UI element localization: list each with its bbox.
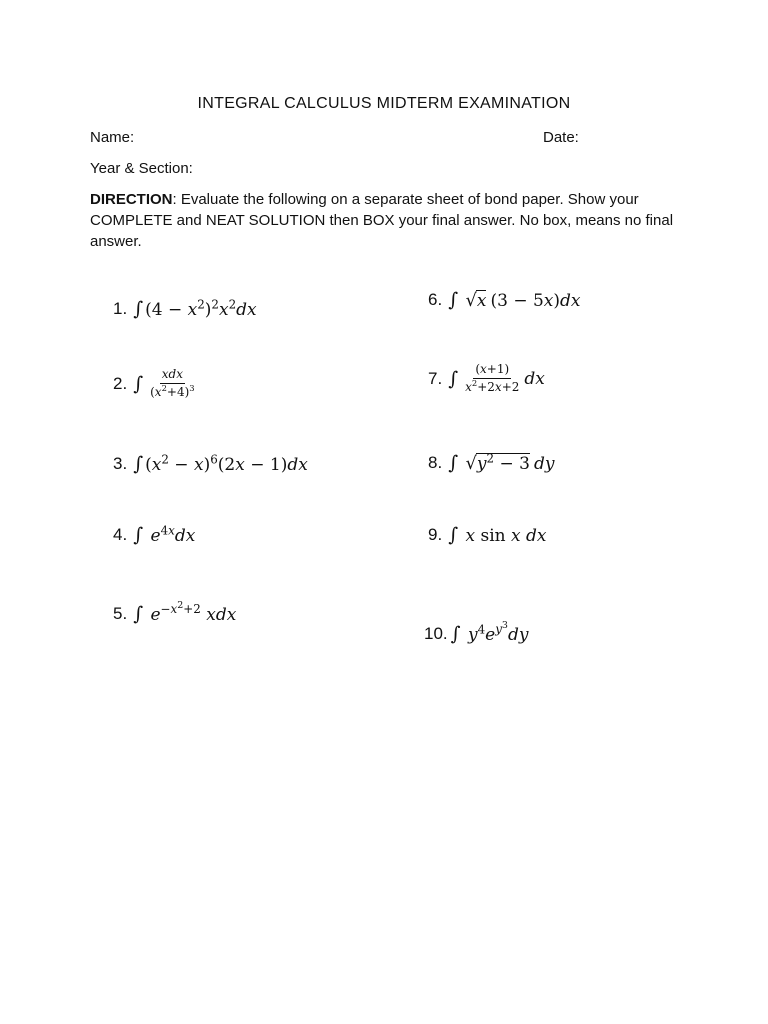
- problem-6: [428, 289, 581, 311]
- direction-text: : Evaluate the following on a separate sheet of bond paper. Show your COMPLETE and NEAT SOLUTION then BOX your final answer. No box, means no final answer.: [90, 191, 674, 250]
- problem-3: [113, 453, 308, 475]
- direction-paragraph: [90, 189, 682, 252]
- problem-3-number: 3.: [113, 454, 128, 473]
- problem-2-number: 2.: [113, 373, 128, 393]
- problem-4-number: 4.: [113, 525, 128, 544]
- problem-9-expression: ∫ x sin x dx: [448, 524, 547, 546]
- exam-title: INTEGRAL CALCULUS MIDTERM EXAMINATION: [197, 95, 571, 112]
- date-label: Date:: [543, 129, 579, 146]
- problem-6-expression: ∫ √x (3 − 5x)dx: [448, 289, 581, 311]
- problem-1-expression: ∫ $(4 - x^2)^2x^2dx$: [133, 297, 257, 320]
- problem-8: [428, 452, 554, 474]
- problem-8-number: 8.: [428, 453, 443, 472]
- name-label: Name:: [90, 129, 135, 146]
- problem-8-expression: ∫ $√y^2 - 3$ dy: [448, 451, 555, 474]
- year-section-label: Year & Section:: [90, 160, 193, 177]
- problem-9: [428, 524, 547, 546]
- problem-1-number: 1.: [113, 299, 128, 318]
- direction-label: DIRECTION: [90, 191, 173, 208]
- problem-10-expression: ∫ $y^4e^{y^3}dy$: [450, 620, 529, 645]
- problem-10-number: 10.: [424, 624, 448, 643]
- problem-5-number: 5.: [113, 604, 128, 623]
- problem-7-number: 7.: [428, 368, 443, 388]
- problem-10: [424, 620, 529, 645]
- problem-2-expression: ∫ $\frac{\text{xdx}}{(x^2+4)^3}$: [133, 367, 195, 399]
- problem-7: [428, 362, 545, 395]
- problem-5-expression: ∫ $e^{-x^2+2}$ xdx: [133, 600, 237, 625]
- problem-2: [113, 367, 200, 400]
- problem-3-expression: ∫ $(x^2 - x)^6(2x - 1)dx$: [133, 452, 308, 475]
- problem-7-expression: ∫ $\frac{(x+1)}{x^2+2x+2}$ dx: [448, 362, 545, 394]
- problem-9-number: 9.: [428, 525, 443, 544]
- problem-5: [113, 600, 237, 625]
- problem-4-expression: ∫ $e^{4x}dx$: [133, 523, 196, 546]
- problem-6-number: 6.: [428, 290, 443, 309]
- problem-1: [113, 298, 257, 320]
- problem-4: [113, 524, 195, 546]
